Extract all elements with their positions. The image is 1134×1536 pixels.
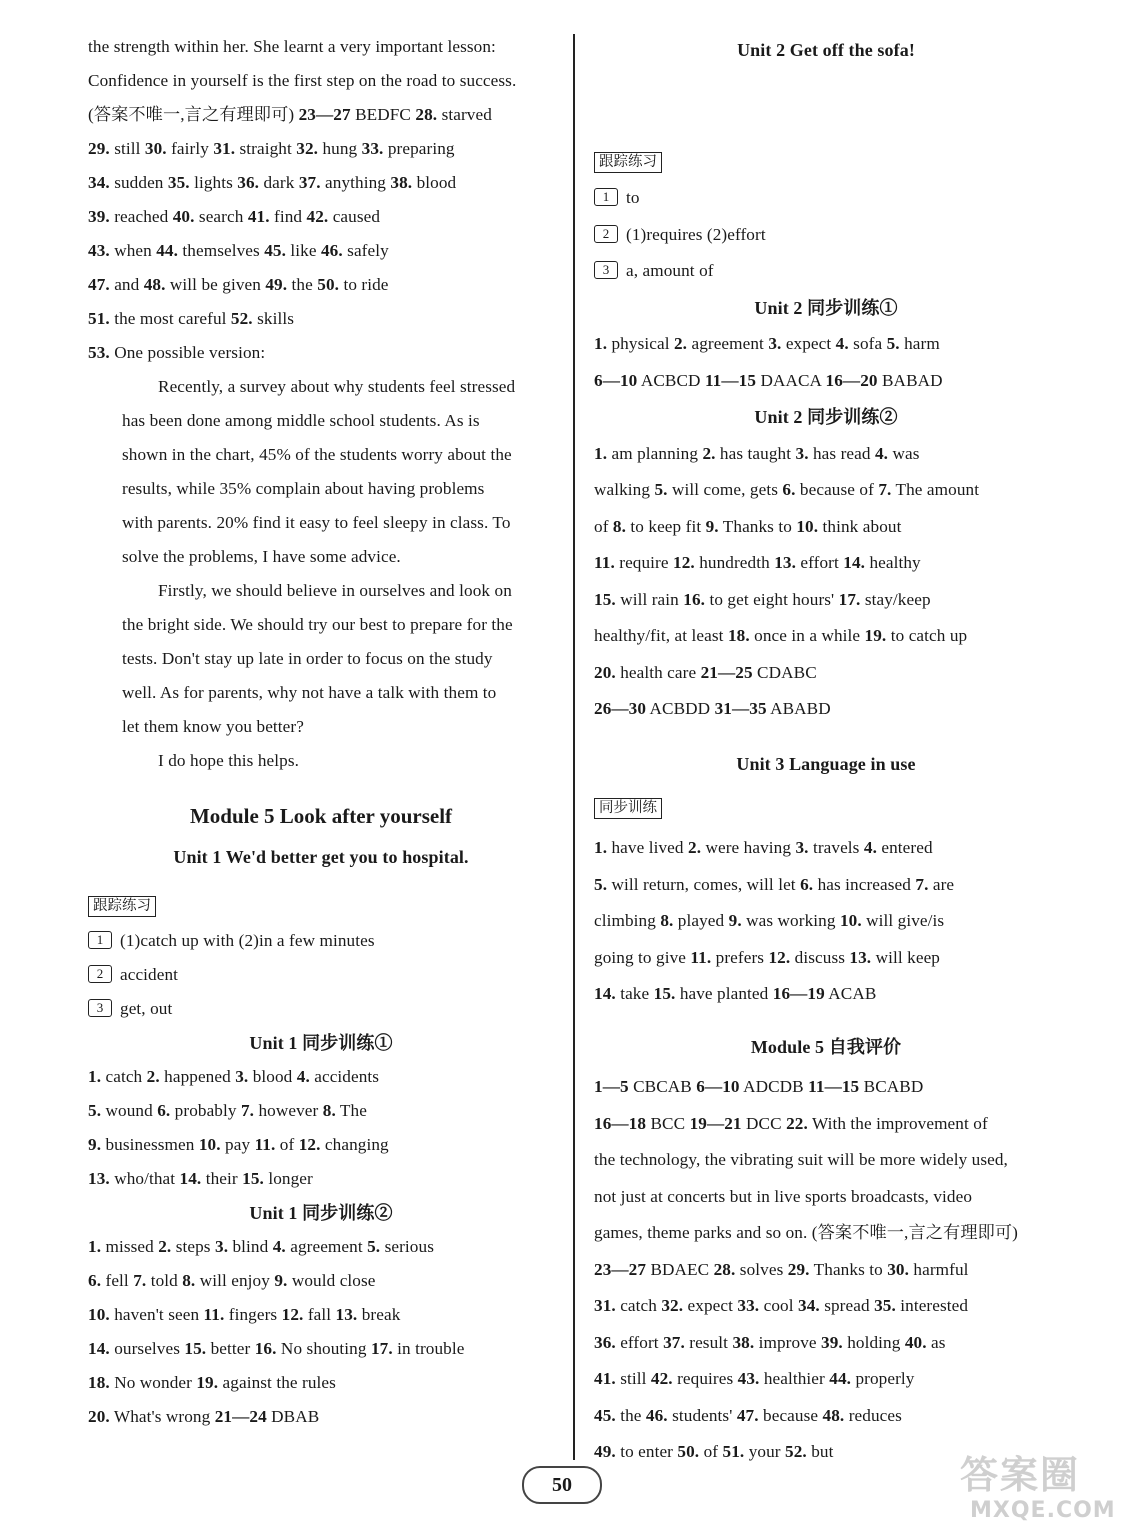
answer-line: 53. One possible version:	[88, 343, 266, 362]
tracking-label: 跟踪练习	[594, 152, 662, 173]
answer-line: going to give 11. prefers 12. discuss 13. will keep	[594, 947, 940, 967]
tracking-answers	[594, 180, 1058, 290]
answer-line: 36. effort 37. result 38. improve 39. holding 40. as	[594, 1332, 946, 1352]
unit2-sync2-answers	[594, 436, 1058, 728]
essay-line: with parents. 20% find it easy to feel sleepy in class. To	[122, 513, 511, 532]
answer-line: 39. reached 40. search 41. find 42. caused	[88, 207, 381, 226]
column-divider	[573, 34, 575, 1460]
item-number-box: 2	[88, 965, 112, 983]
item-number-box: 1	[594, 188, 618, 206]
unit1-sync2-answers	[88, 1230, 554, 1434]
answer-line: 10. haven't seen 11. fingers 12. fall 13. break	[88, 1305, 401, 1324]
module-title: Module 5 Look after yourself	[189, 804, 453, 828]
right-column	[594, 30, 1058, 1471]
answer-line: 29. still 30. fairly 31. straight 32. hung 33. preparing	[88, 139, 455, 158]
sync-label: 同步训练	[594, 798, 662, 819]
tracking-item: 2 accident	[88, 958, 554, 992]
answer-line: 43. when 44. themselves 45. like 46. safely	[88, 241, 389, 260]
tracking-item: 3 get, out	[88, 992, 554, 1026]
essay-line: Recently, a survey about why students feel stressed	[158, 377, 516, 396]
answer-line: 9. businessmen 10. pay 11. of 12. changing	[88, 1135, 389, 1154]
unit2-title: Unit 2 Get off the sofa!	[737, 40, 915, 60]
unit2-sync1-title: Unit 2 同步训练①	[754, 297, 898, 318]
essay-line: tests. Don't stay up late in order to focus on the study	[122, 649, 493, 668]
answer-line: 47. and 48. will be given 49. the 50. to ride	[88, 275, 389, 294]
answer-line: 18. No wonder 19. against the rules	[88, 1373, 336, 1392]
unit2-sync1-answers	[594, 326, 1058, 399]
answer-line: 31. catch 32. expect 33. cool 34. spread 35. interested	[594, 1296, 969, 1315]
unit3-title: Unit 3 Language in use	[736, 753, 916, 774]
intro-answers	[88, 30, 554, 370]
unit1-sync1-answers	[88, 1060, 554, 1196]
unit2-sync2-title: Unit 2 同步训练②	[754, 407, 898, 427]
answer-line: 45. the 46. students' 47. because 48. reduces	[594, 1405, 902, 1425]
answer-line: 5. will return, comes, will let 6. has increased 7. are	[594, 874, 955, 894]
essay-line: let them know you better?	[122, 717, 304, 736]
unit1-title: Unit 1 We'd better get you to hospital.	[173, 847, 469, 867]
answer-line: 1. am planning 2. has taught 3. has read 4. was	[594, 443, 920, 463]
tracking-item: 2 (1)requires (2)effort	[594, 217, 1058, 254]
answer-line: 5. wound 6. probably 7. however 8. The	[88, 1101, 367, 1120]
answer-line: 11. require 12. hundredth 13. effort 14. healthy	[594, 553, 921, 572]
answer-line: 34. sudden 35. lights 36. dark 37. anything 38. blood	[88, 173, 457, 192]
item-number-box: 3	[594, 261, 618, 279]
answer-line: 20. health care 21—25 CDABC	[594, 662, 817, 682]
watermark-text: 答案圈	[960, 1453, 1081, 1497]
tracking-label: 跟踪练习	[88, 896, 156, 917]
sample-essay	[88, 370, 554, 778]
answer-line: 51. the most careful 52. skills	[88, 309, 295, 328]
answer-line: climbing 8. played 9. was working 10. will give/is	[594, 911, 945, 930]
answer-line: 13. who/that 14. their 15. longer	[88, 1169, 313, 1188]
answer-line: 1. have lived 2. were having 3. travels 4. entered	[594, 838, 933, 857]
essay-line: I do hope this helps.	[158, 751, 300, 770]
answer-line: 16—18 BCC 19—21 DCC 22. With the improvement of	[594, 1113, 988, 1133]
answer-line: healthy/fit, at least 18. once in a while 19. to catch up	[594, 626, 968, 645]
answer-line: the technology, the vibrating suit will be more widely used,	[594, 1150, 1008, 1169]
answer-line: 14. take 15. have planted 16—19 ACAB	[594, 984, 877, 1003]
answer-line: 1. physical 2. agreement 3. expect 4. sofa 5. harm	[594, 334, 940, 353]
answer-line: games, theme parks and so on. (答案不唯一,言之有理即可)	[594, 1223, 1019, 1242]
item-number-box: 3	[88, 999, 112, 1017]
essay-line: well. As for parents, why not have a talk with them to	[122, 683, 497, 702]
page-number: 50	[522, 1466, 602, 1504]
answer-line: 41. still 42. requires 43. healthier 44. properly	[594, 1369, 915, 1388]
unit1-sync2-title: Unit 1 同步训练②	[249, 1203, 393, 1223]
answer-line: not just at concerts but in live sports broadcasts, video	[594, 1186, 973, 1206]
left-column	[88, 30, 554, 1434]
item-number-box: 2	[594, 225, 618, 243]
answer-line: the strength within her. She learnt a very important lesson:	[88, 37, 496, 56]
answer-line: 6—10 ACBCD 11—15 DAACA 16—20 BABAD	[594, 370, 943, 390]
answer-line: (答案不唯一,言之有理即可) 23—27 BEDFC 28. starved	[88, 105, 492, 124]
answer-line: 1. missed 2. steps 3. blind 4. agreement 5. serious	[88, 1237, 434, 1256]
answer-line: Confidence in yourself is the first step on the road to success.	[88, 71, 517, 90]
answer-line: of 8. to keep fit 9. Thanks to 10. think about	[594, 516, 902, 536]
answer-line: 14. ourselves 15. better 16. No shouting 17. in trouble	[88, 1339, 465, 1358]
answer-line: 49. to enter 50. of 51. your 52. but	[594, 1442, 834, 1461]
answer-line: 1—5 CBCAB 6—10 ADCDB 11—15 BCABD	[594, 1077, 924, 1096]
item-number-box: 1	[88, 931, 112, 949]
answer-line: 23—27 BDAEC 28. solves 29. Thanks to 30. harmful	[594, 1259, 969, 1279]
essay-line: shown in the chart, 45% of the students worry about the	[122, 445, 512, 464]
unit3-answers	[594, 830, 1058, 1013]
answer-line: 20. What's wrong 21—24 DBAB	[88, 1407, 320, 1426]
tracking-item: 3 a, amount of	[594, 253, 1058, 290]
essay-line: solve the problems, I have some advice.	[122, 547, 401, 566]
watermark-logo	[960, 1452, 1130, 1532]
module5-eval-answers	[594, 1069, 1058, 1471]
unit1-sync1-title: Unit 1 同步训练①	[249, 1033, 393, 1053]
watermark-url: MXQE.COM	[970, 1498, 1116, 1523]
answer-line: 6. fell 7. told 8. will enjoy 9. would close	[88, 1271, 376, 1290]
tracking-item: 1 to	[594, 180, 1058, 217]
answer-line: walking 5. will come, gets 6. because of 7. The amount	[594, 480, 980, 499]
answer-line: 15. will rain 16. to get eight hours' 17. stay/keep	[594, 589, 931, 609]
tracking-answers	[88, 924, 554, 1026]
essay-line: Firstly, we should believe in ourselves and look on	[158, 581, 512, 600]
tracking-item: 1 (1)catch up with (2)in a few minutes	[88, 924, 554, 958]
essay-line: has been done among middle school students. As is	[122, 411, 480, 430]
answer-line: 1. catch 2. happened 3. blood 4. accidents	[88, 1067, 380, 1086]
answer-line: 26—30 ACBDD 31—35 ABABD	[594, 699, 831, 718]
module5-eval-title: Module 5 自我评价	[750, 1036, 902, 1057]
essay-line: results, while 35% complain about having problems	[122, 479, 485, 498]
essay-line: the bright side. We should try our best to prepare for the	[122, 615, 513, 634]
